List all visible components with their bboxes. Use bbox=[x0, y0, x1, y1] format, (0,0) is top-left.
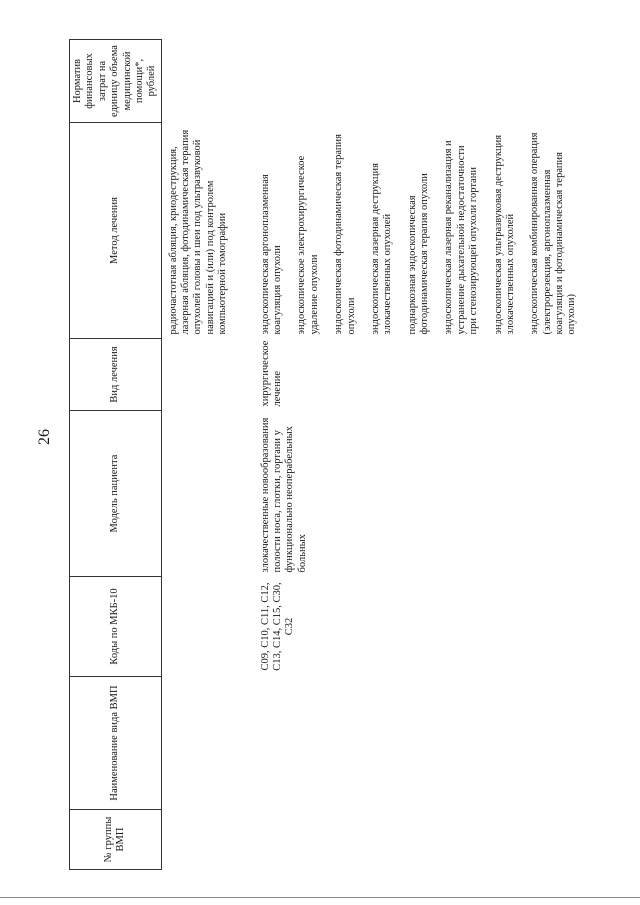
header-treatment-method: Метод лечения bbox=[70, 123, 162, 339]
method-text-top: радиочастотная абляция, криодеструкция, лазерная абляция, фотодинамическая терапия опухолей головы и шеи под ультразвуковой навигацией и (или) под контролем компьютерной томографии bbox=[167, 129, 229, 335]
table-header-row bbox=[70, 40, 162, 870]
method-item: эндоскопическое электрохирургическое удаление опухоли bbox=[296, 155, 320, 335]
method-item: эндоскопическая аргоноплазменная коагуляция опухоли bbox=[259, 174, 283, 335]
method-item: эндоскопическая ультразвуковая деструкция злокачественных опухолей bbox=[492, 134, 516, 335]
header-treatment-type: Вид лечения bbox=[70, 339, 162, 411]
cell-cost-norm bbox=[168, 40, 614, 123]
rotated-table-frame bbox=[69, 40, 589, 870]
method-item: эндоскопическая фотодинамическая терапия опухоли bbox=[333, 134, 357, 335]
cell-patient-model bbox=[168, 411, 614, 577]
vmp-table bbox=[69, 39, 614, 870]
page-number: 26 bbox=[36, 429, 53, 445]
method-item: поднаркозная эндоскопическая фотодинамическая терапия опухоли bbox=[406, 173, 430, 335]
patient-model-text: злокачественные новообразования полости носа, глотки, гортани у функционально неоперабельных больных bbox=[259, 417, 308, 573]
table-row bbox=[168, 40, 614, 870]
header-vmp-name: Наименование вида ВМП bbox=[70, 677, 162, 810]
cell-icd-codes bbox=[168, 577, 614, 677]
method-item: эндоскопическая лазерная деструкция злокачественных опухолей bbox=[369, 163, 394, 335]
header-group-number: № группы ВМП bbox=[70, 810, 162, 870]
cell-treatment-type bbox=[168, 339, 614, 411]
cell-vmp-name bbox=[168, 677, 614, 810]
cell-treatment-method bbox=[168, 123, 614, 339]
header-cost-norm: Норматив финансовых затрат на единицу объема медицинской помощи*, рублей bbox=[70, 40, 162, 123]
header-patient-model: Модель пациента bbox=[70, 411, 162, 577]
header-icd-codes: Коды по МКБ-10 bbox=[70, 577, 162, 677]
cell-group-number bbox=[168, 810, 614, 870]
method-item: эндоскопическая лазерная реканализация и устранение дыхательной недостаточности при стенозирующей опухоли гортани bbox=[443, 140, 480, 335]
treatment-type-text: хирургическое лечение bbox=[259, 340, 283, 407]
method-item: эндоскопическая комбинированная операция (электрорезекция, аргоноплазменная коагуляция и фотодинамическая терапия опухоли) bbox=[529, 132, 578, 335]
icd-codes-text: C09, C10, C11, C12, C13, C14, C15, C30, C32 bbox=[259, 582, 296, 671]
page-bottom-rule bbox=[0, 897, 640, 898]
